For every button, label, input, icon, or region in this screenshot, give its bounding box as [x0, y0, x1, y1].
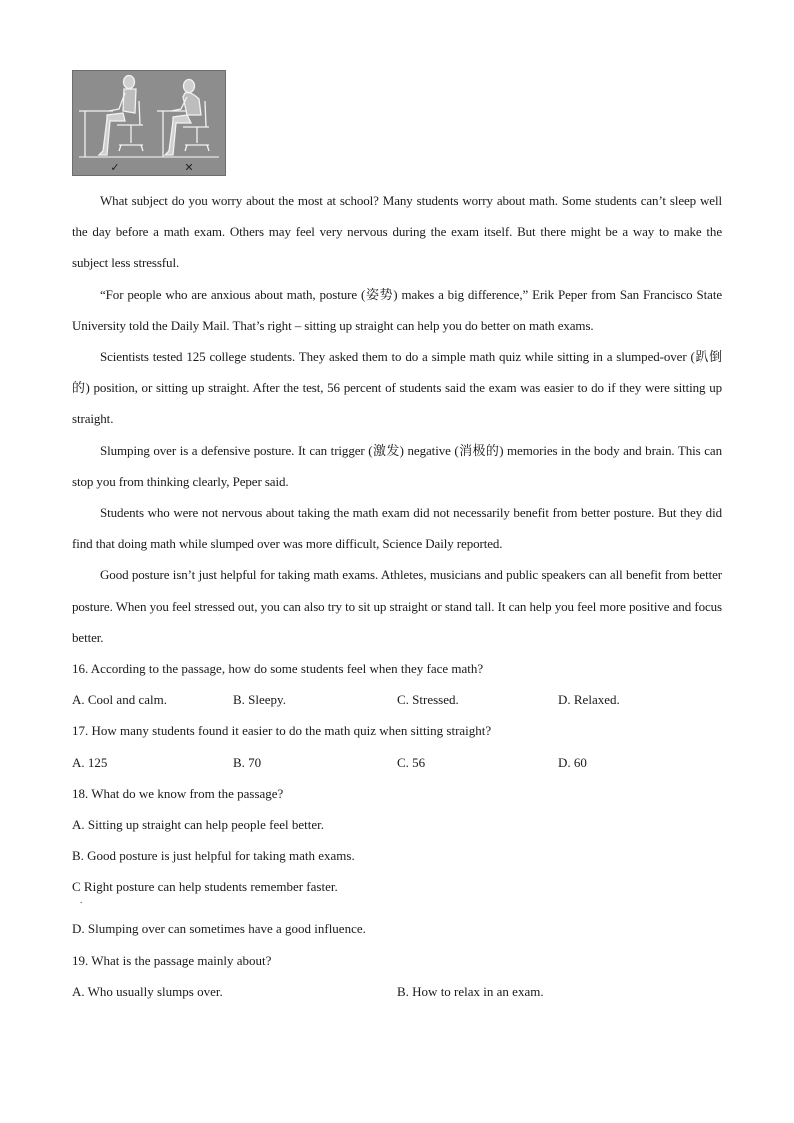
question-17-option-c: C. 56 — [397, 754, 426, 770]
question-18-stem: 18. What do we know from the passage? — [72, 785, 284, 801]
question-17-option-d: D. 60 — [558, 754, 587, 770]
posture-illustration — [72, 70, 226, 176]
question-17-stem: 17. How many students found it easier to do the math quiz when sitting straight? — [72, 723, 492, 739]
correct-check-icon: ✓ — [110, 161, 120, 174]
passage-paragraph-3: Scientists tested 125 college students. They asked them to do a simple math quiz while sitting in a slumped-over (趴倒的) position, or sitting up straight. After the test, 56 percent of students said the exam was easier to do if they were sitting up straight. — [72, 349, 722, 427]
upright-sitting-figure — [79, 76, 143, 158]
question-16-stem: 16. According to the passage, how do some students feel when they face math? — [72, 661, 484, 677]
passage-paragraph-5: Students who were not nervous about taking the math exam did not necessarily benefit from better posture. But they did find that doing math while slumped over was more difficult, Science Daily reported. — [72, 505, 722, 552]
question-19-stem: 19. What is the passage mainly about? — [72, 952, 272, 968]
question-18-option-c-row — [72, 871, 722, 913]
question-18-option-c-dot: . — [80, 895, 83, 906]
wrong-cross-icon: ✕ — [184, 161, 194, 174]
question-16-option-a: A. Cool and calm. — [72, 692, 167, 708]
passage-paragraph-6: Good posture isn’t just helpful for taking math exams. Athletes, musicians and public speakers can all benefit from better posture. When you feel stressed out, you can also try to sit up straight or stand tall. It can help you feel more positive and focus better. — [72, 567, 722, 645]
question-17-option-a: A. 125 — [72, 754, 108, 770]
question-16-option-d: D. Relaxed. — [558, 692, 620, 708]
passage-paragraph-1: What subject do you worry about the most at school? Many students worry about math. Some students can’t sleep well the day before a math exam. Others may feel very nervous during the exam itself. But there might be a way to make the subject less stressful. — [72, 193, 722, 271]
passage-paragraph-2: “For people who are anxious about math, posture (姿势) makes a big difference,” Erik Peper from San Francisco State University told the Daily Mail. That’s right – sitting up straight can help you do better on math exams. — [72, 286, 722, 333]
question-17-options — [72, 747, 722, 778]
question-17-option-b: B. 70 — [233, 754, 262, 770]
page-text — [72, 185, 722, 1007]
slumped-sitting-figure — [157, 80, 209, 158]
question-16-options — [72, 684, 722, 715]
question-16-option-c: C. Stressed. — [397, 692, 459, 708]
question-18-option-a: A. Sitting up straight can help people feel better. — [72, 817, 324, 833]
question-18-option-c: C Right posture can help students remember faster. — [72, 879, 338, 895]
question-18-option-b: B. Good posture is just helpful for taking math exams. — [72, 848, 355, 864]
posture-comparison-image — [73, 71, 225, 175]
question-19-option-a: A. Who usually slumps over. — [72, 983, 223, 999]
question-19-options — [72, 976, 722, 1007]
question-16-option-b: B. Sleepy. — [233, 692, 286, 708]
question-18-option-d: D. Slumping over can sometimes have a good influence. — [72, 921, 366, 937]
passage-paragraph-4: Slumping over is a defensive posture. It can trigger (激发) negative (消极的) memories in the body and brain. This can stop you from thinking clearly, Peper said. — [72, 442, 722, 489]
question-19-option-b: B. How to relax in an exam. — [397, 983, 544, 999]
